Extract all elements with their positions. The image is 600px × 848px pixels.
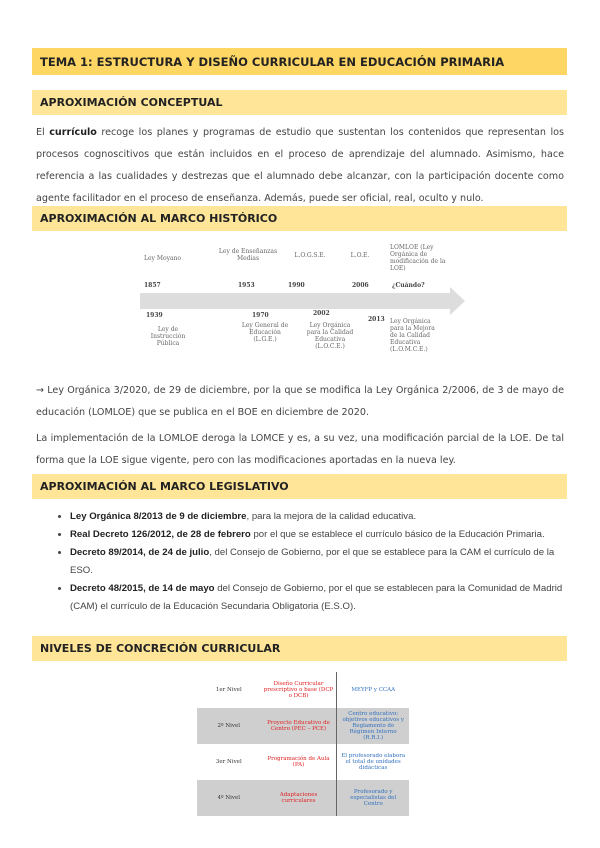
list-item xyxy=(70,526,578,544)
timeline-year: ¿Cuándo? xyxy=(392,282,425,289)
paragraph xyxy=(36,122,564,210)
timeline-label: Ley de Instrucción Pública xyxy=(150,326,186,347)
timeline-arrowhead xyxy=(450,287,465,315)
section-heading: APROXIMACIÓN AL MARCO HISTÓRICO xyxy=(32,206,567,231)
cell: Profesorado y especialistas del Centro xyxy=(350,789,397,807)
cell: 2º Nivel xyxy=(217,723,241,729)
list-item xyxy=(70,508,578,526)
timeline-year: 2013 xyxy=(368,316,385,323)
timeline-year: 2006 xyxy=(352,282,369,289)
timeline xyxy=(140,240,465,365)
text: , del Consejo de Gobierno, por el que se establece para la CAM el currículo de la ESO. xyxy=(70,547,555,576)
cell: Centro educativo: objetivos educativos y Reglamento de Régimen Interno (R.R.I.) xyxy=(342,711,404,741)
cell: MEYFP y CCAA xyxy=(351,687,396,693)
timeline-label: Ley Moyano xyxy=(143,255,182,262)
timeline-year: 1990 xyxy=(288,282,305,289)
cell: 4º Nivel xyxy=(217,795,241,801)
text: El xyxy=(36,127,50,138)
timeline-year: 2002 xyxy=(313,310,330,317)
bold-term: currículo xyxy=(49,127,97,138)
legislation-list xyxy=(56,508,578,616)
section-heading: NIVELES DE CONCRECIÓN CURRICULAR xyxy=(32,636,567,661)
law-name: Decreto 89/2014, de 24 de julio xyxy=(70,547,210,558)
section-heading: APROXIMACIÓN CONCEPTUAL xyxy=(32,90,567,115)
cell: 1er Nivel xyxy=(215,687,242,693)
timeline-year: 1939 xyxy=(146,312,163,319)
timeline-year: 1970 xyxy=(252,312,269,319)
paragraph: → Ley Orgánica 3/2020, de 29 de diciembre, por la que se modifica la Ley Orgánica 2/2006, de 3 de mayo de educación (LOMLOE) que se publica en el BOE en diciembre de 2020. xyxy=(36,385,564,418)
text: recoge los planes y programas de estudio que sustentan los contenidos que representan los procesos cognoscitivos que están incluidos en el proceso de aprendizaje del alumnado. Asimismo, hace referencia a las cualidades y destrezas que el alumnado debe alcanzar, con la participación docente como agente facilitador en el proceso de enseñanza. Además, puede ser oficial, real, oculto y nulo. xyxy=(36,127,564,204)
law-name: Ley Orgánica 8/2013 de 9 de diciembre xyxy=(70,511,247,522)
list-item xyxy=(70,544,578,580)
cell: Proyecto Educativo de Centro (PEC – PCE) xyxy=(261,708,337,744)
page-title: TEMA 1: ESTRUCTURA Y DISEÑO CURRICULAR EN EDUCACIÓN PRIMARIA xyxy=(32,48,567,75)
timeline-label: L.O.E. xyxy=(350,252,370,259)
text: del Consejo de Gobierno, por el que se establecen para la Comunidad de Madrid (CAM) el currículo de la Educación Secundaria Obligatoria (E.S.O). xyxy=(70,583,563,612)
table-row xyxy=(197,672,409,708)
text: por el que se establece el currículo básico de la Educación Primaria. xyxy=(250,529,545,540)
cell: El profesorado elabora el total de unidades didácticas xyxy=(341,753,406,771)
timeline-label: L.O.G.S.E. xyxy=(294,252,326,259)
timeline-label: Ley de Enseñanzas Medias xyxy=(218,248,278,262)
timeline-label: Ley General de Educación (L.G.E.) xyxy=(241,322,289,343)
table-row xyxy=(197,780,409,816)
cell: Diseño Curricular prescriptivo o base (DCP o DCB) xyxy=(261,672,337,708)
list-item xyxy=(70,580,578,616)
law-name: Real Decreto 126/2012, de 28 de febrero xyxy=(70,529,251,540)
levels-table xyxy=(197,672,409,816)
paragraph: La implementación de la LOMLOE deroga la LOMCE y es, a su vez, una modificación parcial de la LOE. De tal forma que la LOE sigue vigente, pero con las modificaciones aportadas en la nueva ley. xyxy=(36,433,564,466)
law-name: Decreto 48/2015, de 14 de mayo xyxy=(70,583,215,594)
timeline-arrow xyxy=(140,293,450,309)
cell: Programación de Aula (PA) xyxy=(261,744,337,780)
timeline-year: 1953 xyxy=(238,282,255,289)
timeline-label: LOMLOE (Ley Orgánica de modificación de la LOE) xyxy=(390,244,446,272)
table-row xyxy=(197,708,409,744)
text: , para la mejora de la calidad educativa. xyxy=(246,511,417,522)
cell: Adaptaciones curriculares xyxy=(261,780,337,816)
cell: 3er Nivel xyxy=(215,759,242,765)
timeline-label: Ley Orgánica para la Calidad Educativa (L.O.C.E.) xyxy=(306,322,354,350)
table-row xyxy=(197,744,409,780)
timeline-year: 1857 xyxy=(144,282,161,289)
section-heading: APROXIMACIÓN AL MARCO LEGISLATIVO xyxy=(32,474,567,499)
timeline-label: Ley Orgánica para la Mejora de la Calidad Educativa (L.O.M.C.E.) xyxy=(390,318,435,353)
